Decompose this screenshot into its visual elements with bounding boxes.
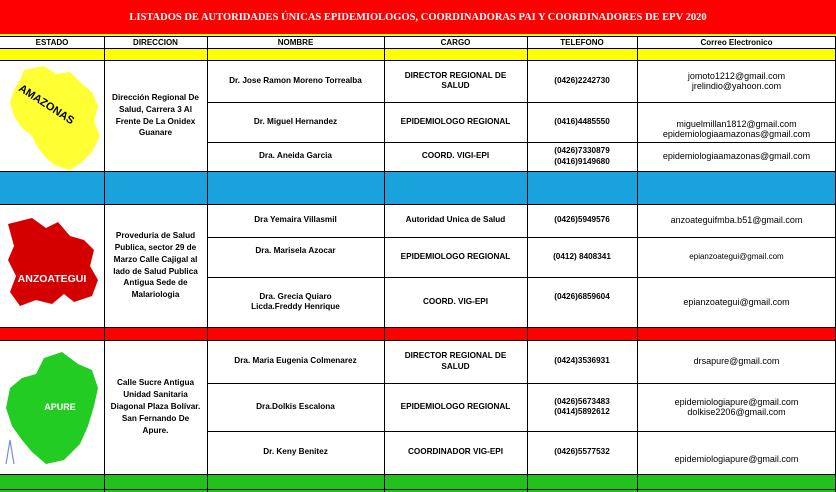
amazonas-row1-nombre: Dr. Jose Ramon Moreno Torrealba <box>229 75 362 85</box>
header-nombre: NOMBRE <box>207 36 384 48</box>
apure-map <box>2 348 102 468</box>
anzoategui-row1-cargo: Autoridad Unica de Salud <box>405 215 506 225</box>
amazonas-row3-nombre: Dra. Aneida Garcia <box>259 151 332 161</box>
apure-row1-telefono: (0424)3536931 <box>554 356 610 366</box>
anzoategui-row3-nombre: Dra. Grecia Quiaro Licda.Freddy Henrique <box>251 291 340 311</box>
amazonas-row1-correo[interactable]: jomoto1212@gmail.com jrelindio@yahoon.com <box>687 70 786 91</box>
apure-row2-nombre: Dra.Dolkis Escalona <box>256 401 335 411</box>
anzoategui-row2-telefono: (0412) 8408341 <box>553 251 611 261</box>
anzoategui-row3-cargo: COORD. VIG-EPI <box>422 296 489 306</box>
apure-direccion: Calle Sucre Antigua Unidad Sanitaria Diagonal Plaza Bolívar. San Fernando De Apure. <box>110 378 201 435</box>
amazonas-row2-telefono: (0416)4485550 <box>554 116 610 126</box>
header-cargo: CARGO <box>384 36 527 48</box>
apure-map-label: APURE <box>44 402 76 412</box>
amazonas-direccion: Dirección Regional De Salud, Carrera 3 Al Frente De La Onidex Guanare <box>112 92 199 138</box>
anzoategui-row2-cargo: EPIDEMIOLOGO REGIONAL <box>400 251 511 261</box>
anzoategui-row1-correo[interactable]: anzoateguifmba.b51@gmail.com <box>670 215 803 226</box>
apure-row2-cargo: EPIDEMIOLOGO REGIONAL <box>400 401 511 411</box>
anzoategui-separator-band <box>0 327 836 340</box>
amazonas-row3-correo[interactable]: epidemiologiaamazonas@gmail.com <box>662 151 811 162</box>
amazonas-row1-telefono: (0426)2242730 <box>554 75 610 85</box>
apure-row2-telefono: (0426)5673483 (0414)5892612 <box>554 396 610 416</box>
apure-separator-band <box>0 474 836 492</box>
amazonas-row3-telefono: (0426)7330879 (0416)9149680 <box>554 146 610 166</box>
apure-row3-cargo: COORDINADOR VIG-EPI <box>407 447 504 457</box>
header-yellow-strip <box>0 48 836 60</box>
header-telefono: TELEFONO <box>527 36 637 48</box>
amazonas-map <box>4 62 102 172</box>
amazonas-row2-nombre: Dr. Miguel Hernandez <box>253 116 338 126</box>
apure-row3-nombre: Dr. Keny Benitez <box>263 447 328 457</box>
amazonas-row3-cargo: COORD. VIGI-EPI <box>421 151 490 161</box>
apure-row1-correo[interactable]: drsapure@gmail.com <box>693 356 780 367</box>
apure-compass-icon <box>4 436 16 466</box>
anzoategui-row2-correo[interactable]: epianzoategui@gmail.com <box>689 252 784 262</box>
amazonas-row1-cargo: DIRECTOR REGIONAL DE SALUD <box>404 70 507 90</box>
document-title: LISTADOS DE AUTORIDADES ÚNICAS EPIDEMIOLOGOS, COORDINADORAS PAI Y COORDINADORES DE EPV 2020 <box>0 0 836 34</box>
anzoategui-row3-correo[interactable]: epianzoategui@gmail.com <box>683 296 790 307</box>
apure-row3-telefono: (0426)5577532 <box>554 447 610 457</box>
anzoategui-row2-nombre: Dra. Marisela Azocar <box>255 245 336 255</box>
apure-row3-correo[interactable]: epidemiologiapure@gmail.com <box>674 454 799 465</box>
anzoategui-map-label: ANZOATEGUI <box>17 273 87 285</box>
amazonas-row2-correo[interactable]: miguelmillan1812@gmail.com epidemiologiaamazonas@gmail.com <box>662 118 811 139</box>
header-correo: Correo Electronico <box>637 36 836 48</box>
apure-row2-correo[interactable]: epidemiologiapure@gmail.com dolkise2206@gmail.com <box>674 396 799 417</box>
header-direccion: DIRECCION <box>104 36 207 48</box>
amazonas-map-label: AMAZONAS <box>16 82 77 128</box>
header-estado: ESTADO <box>0 36 104 48</box>
apure-row1-nombre: Dra. Maria Eugenia Colmenarez <box>234 356 357 366</box>
anzoategui-row1-nombre: Dra Yemaira Villasmil <box>254 215 337 225</box>
apure-row1-cargo: DIRECTOR REGIONAL DE SALUD <box>404 351 507 371</box>
anzoategui-map <box>2 210 102 310</box>
anzoategui-row1-telefono: (0426)5949576 <box>554 215 610 225</box>
amazonas-separator-band <box>0 171 836 204</box>
anzoategui-direccion: Proveduria de Salud Publica, sector 29 de Marzo Calle Cajigal al lado de Salud Publica Antigua Sede de Malariologia <box>113 230 198 300</box>
anzoategui-row3-telefono: (0426)6859604 <box>554 291 610 301</box>
amazonas-row2-cargo: EPIDEMIOLOGO REGIONAL <box>400 116 511 126</box>
